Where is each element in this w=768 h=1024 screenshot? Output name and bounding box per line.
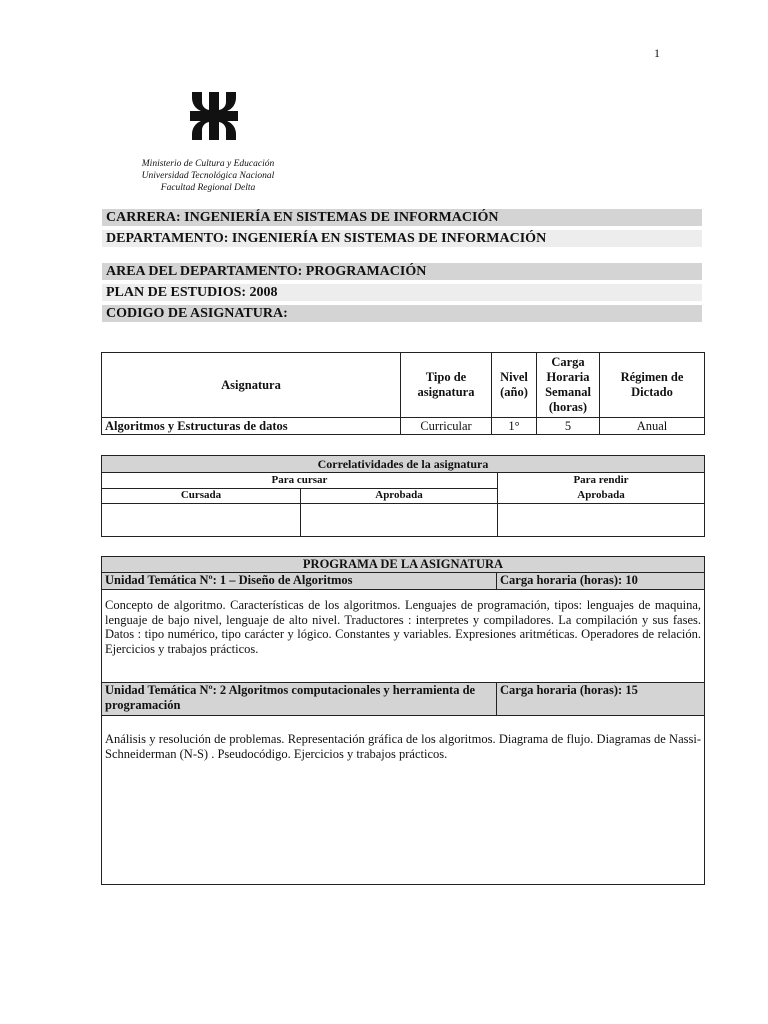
header-asignatura: Asignatura — [102, 353, 401, 418]
page-number: 1 — [654, 46, 660, 60]
faculty-line: Facultad Regional Delta — [160, 183, 256, 193]
departamento-band: DEPARTAMENTO: INGENIERÍA EN SISTEMAS DE INFORMACIÓN — [102, 230, 702, 247]
rendir-value — [498, 504, 705, 537]
ministry-header — [118, 158, 298, 194]
unit-2-title: Unidad Temática Nº: 2 Algoritmos computacionales y herramienta de programación — [102, 683, 497, 716]
header-carga: Carga Horaria Semanal (horas) — [537, 353, 600, 418]
area-band: AREA DEL DEPARTAMENTO: PROGRAMACIÓN — [102, 263, 702, 280]
subject-table-header — [102, 353, 705, 418]
cell-regimen: Anual — [600, 418, 705, 435]
correlatividades-table — [101, 455, 705, 537]
cell-carga: 5 — [537, 418, 600, 435]
table-row — [102, 418, 705, 435]
cell-nivel: 1° — [492, 418, 537, 435]
header-regimen: Régimen de Dictado — [600, 353, 705, 418]
aprobada-value — [301, 504, 498, 537]
aprobada-label: Aprobada — [301, 488, 498, 504]
cursada-label: Cursada — [102, 488, 301, 504]
cell-asignatura: Algoritmos y Estructuras de datos — [102, 418, 401, 435]
programa-title: PROGRAMA DE LA ASIGNATURA — [102, 557, 705, 573]
para-rendir-label: Para rendir — [573, 474, 629, 486]
codigo-band: CODIGO DE ASIGNATURA: — [102, 305, 702, 322]
unit-2-header — [102, 683, 705, 716]
correlatividades-title: Correlatividades de la asignatura — [102, 456, 705, 473]
ministry-line: Ministerio de Cultura y Educación — [141, 159, 275, 169]
university-line: Universidad Tecnológica Nacional — [141, 171, 275, 181]
para-cursar-label: Para cursar — [102, 473, 498, 489]
header-tipo: Tipo de asignatura — [401, 353, 492, 418]
plan-band: PLAN DE ESTUDIOS: 2008 — [102, 284, 702, 301]
subject-table — [101, 352, 705, 435]
unit-2-carga: Carga horaria (horas): 15 — [497, 683, 705, 716]
para-rendir-aprobada: Aprobada — [577, 489, 625, 501]
header-nivel: Nivel (año) — [492, 353, 537, 418]
unit-1-carga: Carga horaria (horas): 10 — [497, 573, 705, 590]
cursada-value — [102, 504, 301, 537]
unit-2-content: Análisis y resolución de problemas. Representación gráfica de los algoritmos. Diagrama de flujo. Diagramas de Nassi-Schneiderman (N-S) . Pseudocódigo. Ejercicios y trabajos prácticos. — [102, 716, 705, 885]
cell-tipo: Curricular — [401, 418, 492, 435]
unit-1-title: Unidad Temática Nº: 1 – Diseño de Algoritmos — [102, 573, 497, 590]
programa-table — [101, 556, 705, 885]
para-rendir-cell — [498, 473, 705, 504]
carrera-band: CARRERA: INGENIERÍA EN SISTEMAS DE INFORMACIÓN — [102, 209, 702, 226]
unit-1-content: Concepto de algoritmo. Características de los algoritmos. Lenguajes de programación, tipos: lenguajes de maquina, lenguaje de bajo nivel, lenguaje de alto nivel. Traductores : interpretes y compiladores. La compilación y sus fases. Datos : tipo numérico, tipo carácter y lógico. Constantes y variables. Expresiones aritméticas. Operadores de relación. Ejercicios y trabajos prácticos. — [102, 590, 705, 683]
unit-1-header — [102, 573, 705, 590]
utn-logo-icon — [188, 88, 240, 144]
